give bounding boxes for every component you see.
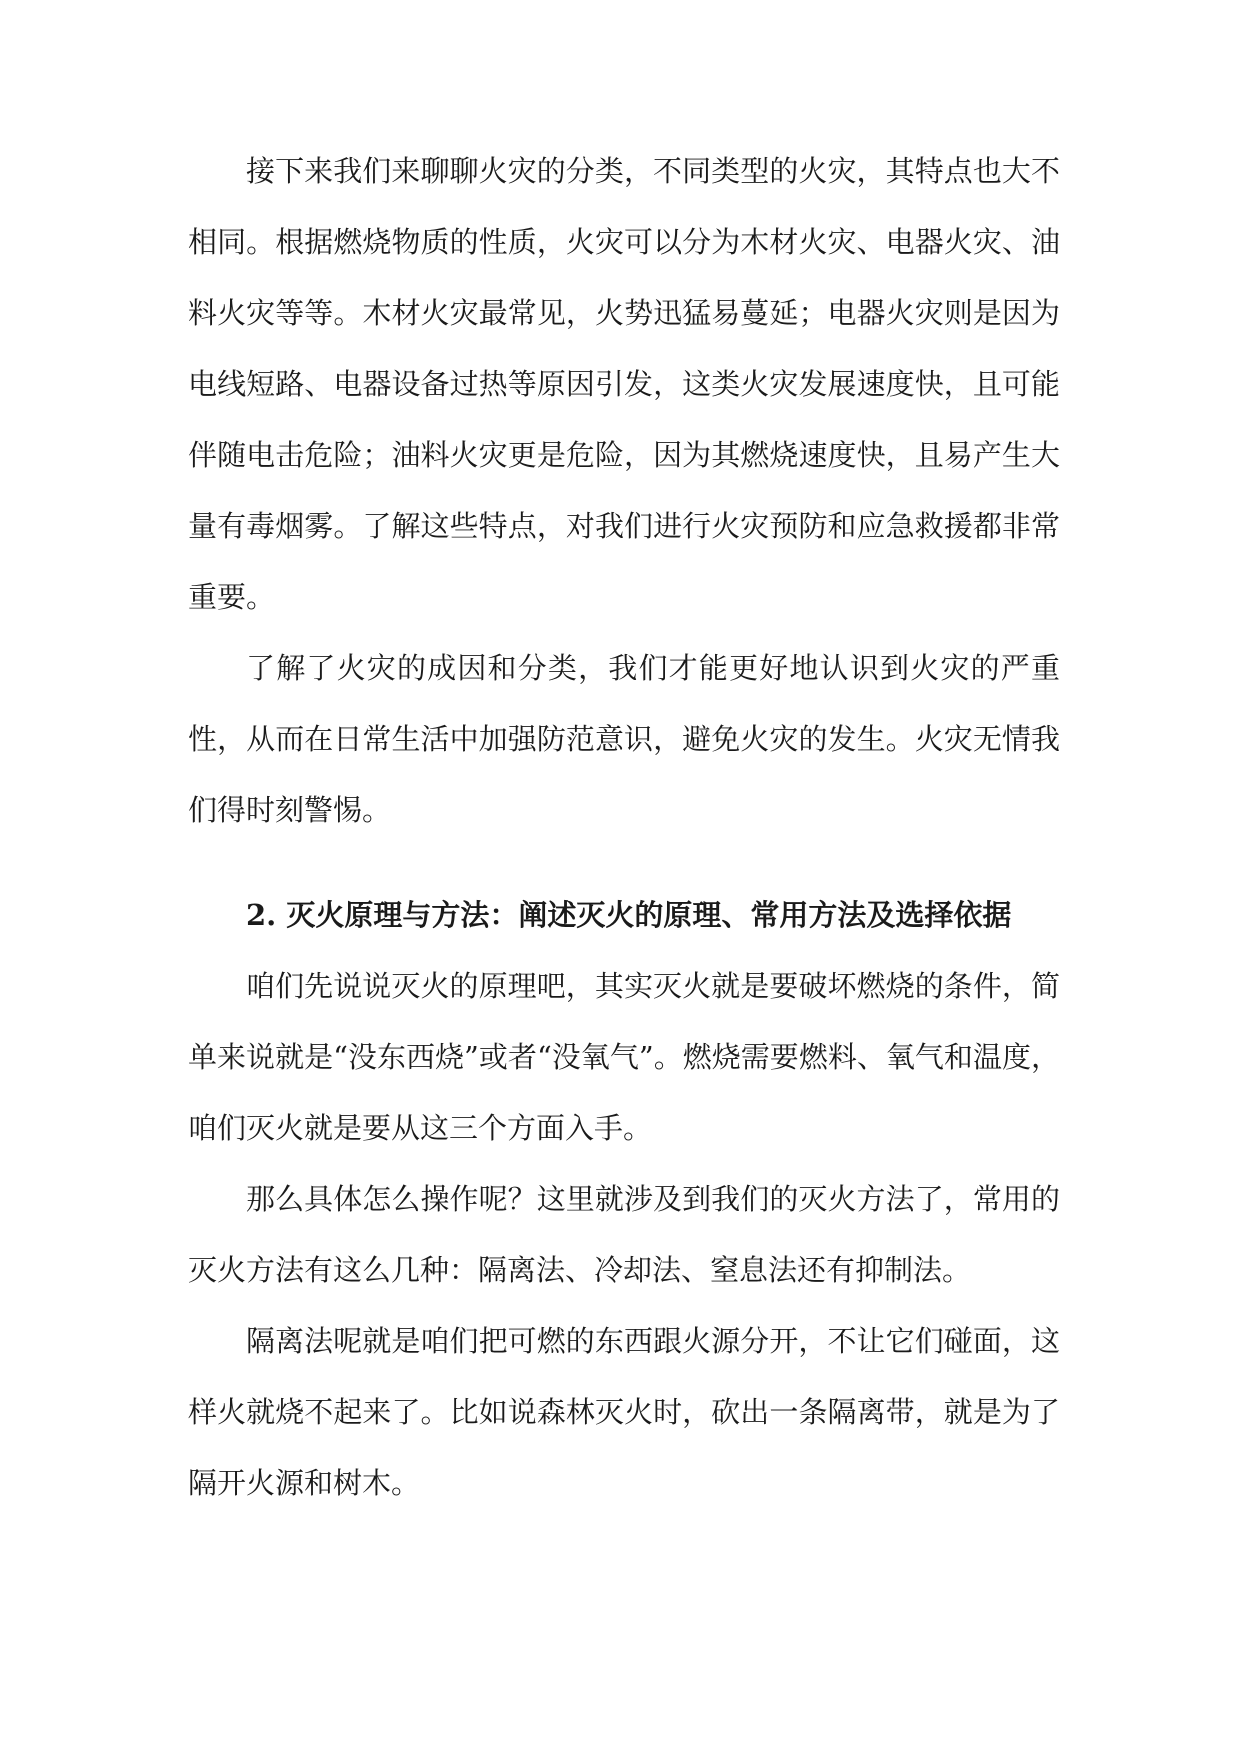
paragraph-extinguish-methods: 那么具体怎么操作呢？这里就涉及到我们的灭火方法了，常用的灭火方法有这么几种：隔离法、冷却法、窒息法还有抑制法。	[188, 1182, 1060, 1287]
paragraph-fire-awareness: 了解了火灾的成因和分类，我们才能更好地认识到火灾的严重性，从而在日常生活中加强防范意识，避免火灾的发生。火灾无情我们得时刻警惕。	[188, 651, 1060, 827]
document-page	[188, 136, 1060, 1519]
paragraph-isolation-method: 隔离法呢就是咱们把可燃的东西跟火源分开，不让它们碰面，这样火就烧不起来了。比如说森林灭火时，砍出一条隔离带，就是为了隔开火源和树木。	[188, 1324, 1060, 1500]
section-heading: 2. 灭火原理与方法：阐述灭火的原理、常用方法及选择依据	[246, 898, 1012, 932]
paragraph-extinguish-principle: 咱们先说说灭火的原理吧，其实灭火就是要破坏燃烧的条件，简单来说就是“没东西烧”或者“没氧气”。燃烧需要燃料、氧气和温度，咱们灭火就是要从这三个方面入手。	[188, 969, 1060, 1145]
paragraph-fire-classification: 接下来我们来聊聊火灾的分类，不同类型的火灾，其特点也大不相同。根据燃烧物质的性质，火灾可以分为木材火灾、电器火灾、油料火灾等等。木材火灾最常见，火势迅猛易蔓延；电器火灾则是因为电线短路、电器设备过热等原因引发，这类火灾发展速度快，且可能伴随电击危险；油料火灾更是危险，因为其燃烧速度快，且易产生大量有毒烟雾。了解这些特点，对我们进行火灾预防和应急救援都非常重要。	[188, 154, 1060, 614]
